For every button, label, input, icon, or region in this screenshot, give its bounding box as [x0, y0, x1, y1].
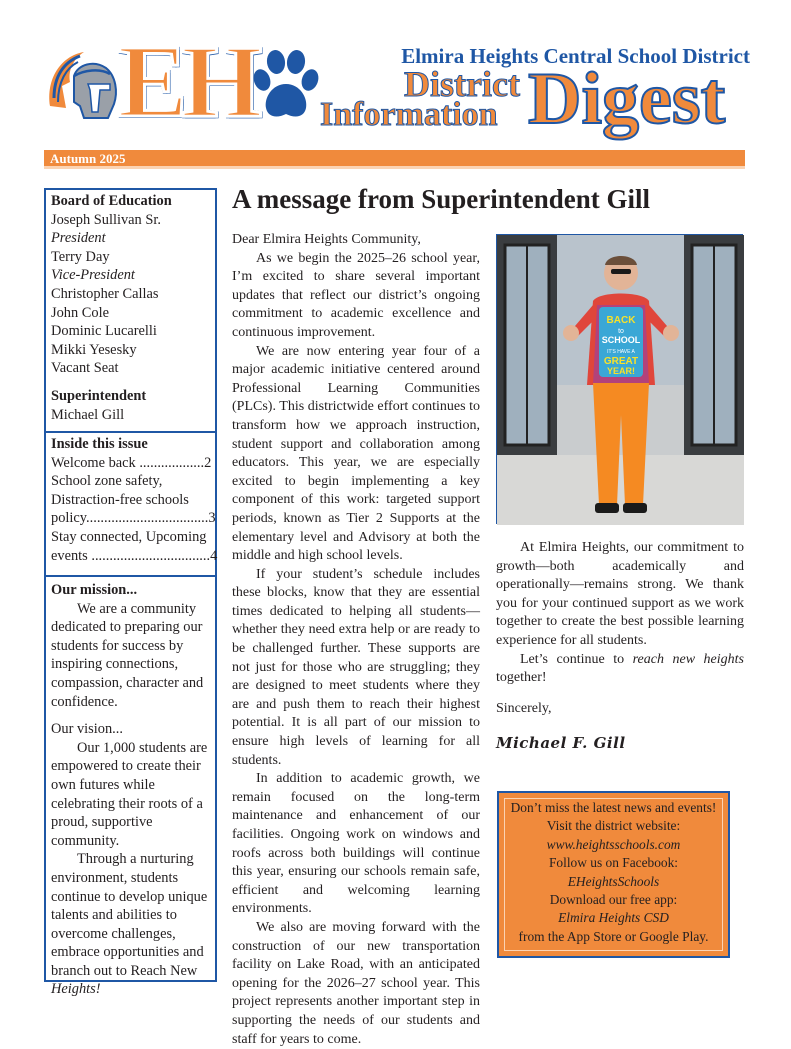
district-name: Elmira Heights Central School District [401, 44, 750, 68]
toc-line: events .................................4 [51, 547, 218, 564]
toc-line: Distraction-free schools [51, 491, 189, 508]
article-paragraph: As we begin the 2025–26 school year, I’m excited to share several important updates that reflect our district’s ongoing commitment to academic excellence and continuous improvement. [232, 250, 480, 340]
photo-illustration [497, 235, 744, 525]
vision-paragraph: Our 1,000 students are empowered to create their own futures while celebrating their roots of a proud, supportive community. [51, 739, 208, 849]
board-member: Vacant Seat [51, 360, 119, 377]
toc-line: Stay connected, Upcoming [51, 528, 207, 545]
promo-line: Visit the district website: [546, 818, 681, 834]
paw-print-icon [250, 48, 320, 122]
superintendent-heading: Superintendent [51, 387, 147, 404]
article-headline: A message from Superintendent Gill [232, 184, 650, 214]
inside-this-issue-box [44, 433, 217, 577]
mission-text: We are a community dedicated to preparing our students for success by inspiring connections, compassion, character and confidence. [51, 600, 204, 710]
shirt-text: IT'S HAVE A [607, 349, 635, 355]
facebook-link[interactable]: EHeightsSchools [567, 873, 660, 889]
article-closing [496, 651, 744, 688]
board-member: Terry Day [51, 248, 110, 265]
article-signoff: Sincerely, [496, 700, 552, 716]
shirt-text: BACK [606, 315, 636, 326]
shirt-text: YEAR! [606, 366, 636, 376]
toc-line: Welcome back ..................2 [51, 454, 212, 471]
board-member: John Cole [51, 304, 109, 321]
article-paragraph: If your student’s schedule includes these blocks, know that they are essential times dedicated to helping all students—whether they need extra help or are ready to be challenged further. These supports are not just for those who are struggling; they are designed to meet students where they are and push them to reach their highest potential. It is all part of our mission to ensure high levels of learning for all students. [232, 566, 480, 768]
season-bar [44, 150, 745, 169]
website-link[interactable]: www.heightsschools.com [546, 836, 681, 852]
vision-heading: Our vision... [51, 721, 123, 738]
board-member: Christopher Callas [51, 285, 159, 302]
vision-text: Through a nurturing environment, students continue to develop unique talents and abilities to overcome challenges, embrace opportunities and branch out to Reach New [51, 851, 208, 979]
superintendent-photo [496, 234, 743, 524]
vision-heights: Heights! [51, 981, 101, 998]
toc-line: School zone safety, [51, 473, 163, 490]
board-of-education-box [44, 188, 217, 433]
promo-line: Follow us on Facebook: [548, 855, 679, 871]
spartan-helmet-logo-icon [44, 46, 122, 122]
closing-text: Let’s continue to [520, 651, 633, 667]
toc-line: policy..................................3 [51, 510, 216, 527]
shirt-text: SCHOOL [601, 335, 641, 345]
promo-line: from the App Store or Google Play. [518, 928, 709, 944]
signature: Michael F. Gill [496, 734, 626, 753]
stay-connected-box [497, 791, 730, 958]
board-member: Dominic Lucarelli [51, 323, 157, 340]
mission-vision-box [44, 577, 217, 998]
board-role: Vice-President [51, 267, 135, 284]
board-heading: Board of Education [51, 193, 172, 209]
inside-heading: Inside this issue [51, 436, 148, 452]
article-column-2 [496, 539, 744, 753]
shirt-text: GREAT [603, 356, 639, 367]
article-paragraph: In addition to academic growth, we remain focused on the long-term maintenance and enhancement of our facilities. Ongoing work on windows and roofs across both buildings will continue this year, ensuring our schools remain safe, efficient and welcoming learning environments. [232, 771, 480, 917]
closing-end: together! [496, 670, 547, 686]
board-member: Mikki Yesesky [51, 341, 137, 358]
vision-paragraph [51, 850, 211, 999]
masthead [0, 0, 791, 150]
article-paragraph: At Elmira Heights, our commitment to growth—both academically and operationally—remains strong. We thank you for your continued support as we work together to create the best possible learning experience for all students. [496, 540, 744, 648]
title-digest: Digest [528, 58, 726, 140]
app-name: Elmira Heights CSD [558, 910, 669, 926]
board-role: President [51, 230, 106, 247]
superintendent-name: Michael Gill [51, 406, 125, 423]
article-greeting: Dear Elmira Heights Community, [232, 232, 421, 247]
promo-line: Don’t miss the latest news and events! [510, 800, 717, 815]
closing-italic: reach new heights [632, 651, 744, 667]
season-label: Autumn 2025 [50, 151, 126, 166]
article-column-1 [232, 231, 480, 1049]
title-district: District [404, 64, 520, 104]
sidebar [44, 188, 218, 998]
shirt-text: to [618, 328, 624, 335]
promo-line: Download our free app: [549, 892, 678, 908]
eh-logo-letters: EH [118, 24, 257, 139]
mission-heading: Our mission... [51, 582, 138, 598]
title-information: Information [320, 96, 498, 133]
article-paragraph: We also are moving forward with the construction of our new transportation facility on Lake Road, with an anticipated opening for the 2026–27 school year. This project represents another important step in supporting the needs of our students and staff for years to come. [232, 919, 480, 1047]
article-paragraph: We are now entering year four of a major academic initiative centered around Professional Learning Communities (PLCs). This districtwide effort continues to transform how we approach instruction, student support and collaboration among educators. This year, we are especially excited to begin implementing a key component of this work: targeted support periods, known as Tier 2 Supports at the elementary level and Advisory at both the middle and high school levels. [232, 343, 480, 564]
board-member: Joseph Sullivan Sr. [51, 211, 161, 228]
